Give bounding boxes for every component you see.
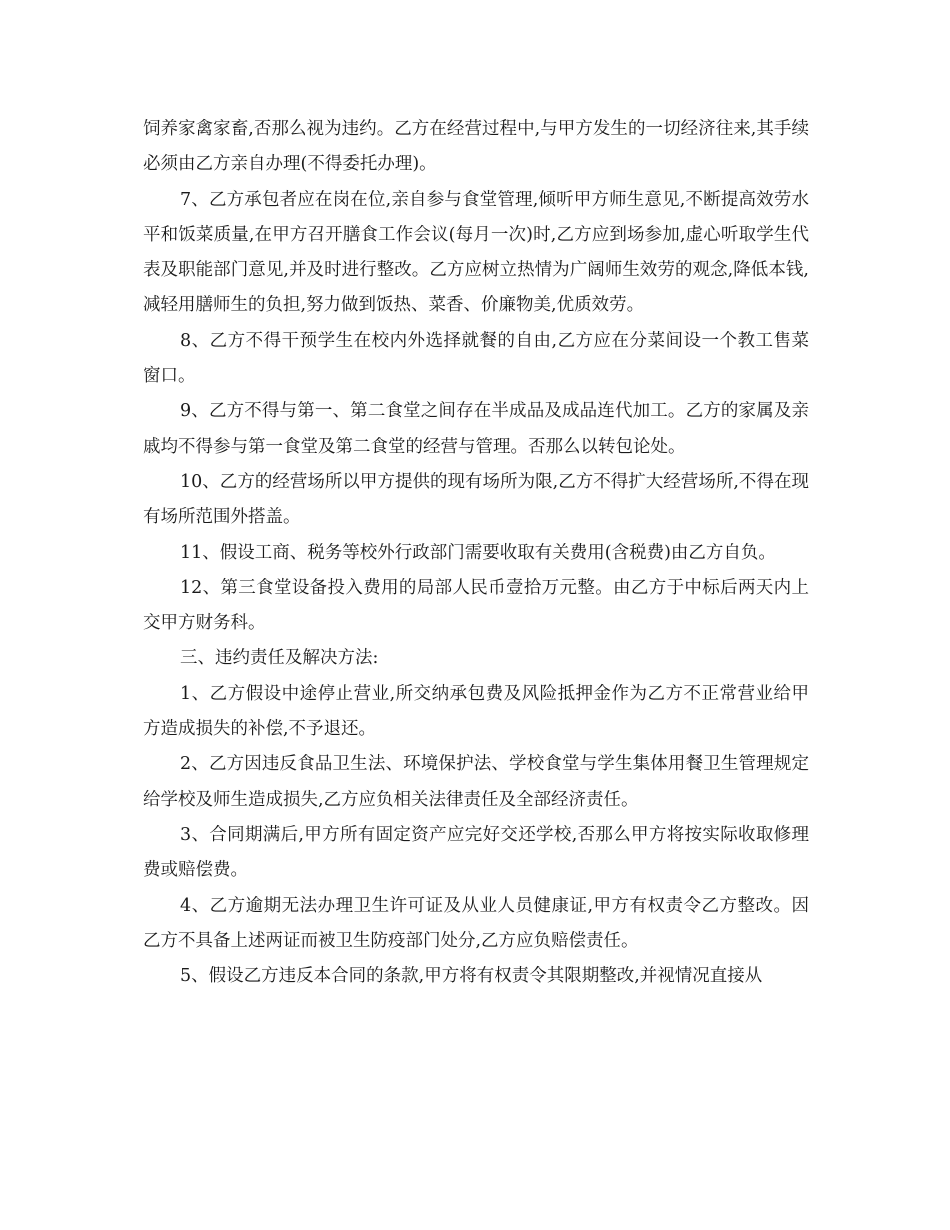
paragraph-liability-2: 2、乙方因违反食品卫生法、环境保护法、学校食堂与学生集体用餐卫生管理规定给学校及师生造成损失,乙方应负相关法律责任及全部经济责任。 <box>143 754 809 810</box>
paragraph-clause-9: 9、乙方不得与第一、第二食堂之间存在半成品及成品连代加工。乙方的家属及亲戚均不得参与第一食堂及第二食堂的经营与管理。否那么以转包论处。 <box>143 401 809 457</box>
paragraph-clause-7: 7、乙方承包者应在岗在位,亲自参与食堂管理,倾听甲方师生意见,不断提高效劳水平和饭菜质量,在甲方召开膳食工作会议(每月一次)时,乙方应到场参加,虚心听取学生代表及职能部门意见,并及时进行整改。乙方应树立热情为广阔师生效劳的观念,降低本钱,减轻用膳师生的负担,努力做到饭热、菜香、价廉物美,优质效劳。 <box>143 189 809 316</box>
paragraph-clause-10: 10、乙方的经营场所以甲方提供的现有场所为限,乙方不得扩大经营场所,不得在现有场所范围外搭盖。 <box>143 471 809 528</box>
paragraph-continuation: 饲养家禽家畜,否那么视为违约。乙方在经营过程中,与甲方发生的一切经济往来,其手续必须由乙方亲自办理(不得委托办理)。 <box>143 119 809 175</box>
paragraph-clause-11: 11、假设工商、税务等校外行政部门需要收取有关费用(含税费)由乙方自负。 <box>180 542 776 563</box>
paragraph-liability-5: 5、假设乙方违反本合同的条款,甲方将有权责令其限期整改,并视情况直接从 <box>180 966 763 987</box>
paragraph-liability-1: 1、乙方假设中途停止营业,所交纳承包费及风险抵押金作为乙方不正常营业给甲方造成损失的补偿,不予退还。 <box>143 683 809 740</box>
section-heading-breach-liability: 三、违约责任及解决方法: <box>180 648 379 669</box>
paragraph-liability-4: 4、乙方逾期无法办理卫生许可证及从业人员健康证,甲方有权责令乙方整改。因乙方不具备上述两证而被卫生防疫部门处分,乙方应负赔偿责任。 <box>143 895 809 951</box>
paragraph-clause-12: 12、第三食堂设备投入费用的局部人民币壹拾万元整。由乙方于中标后两天内上交甲方财务科。 <box>143 577 809 634</box>
paragraph-clause-8: 8、乙方不得干预学生在校内外选择就餐的自由,乙方应在分菜间设一个教工售菜窗口。 <box>143 330 809 387</box>
paragraph-liability-3: 3、合同期满后,甲方所有固定资产应完好交还学校,否那么甲方将按实际收取修理费或赔偿费。 <box>143 824 809 881</box>
document-body <box>143 112 809 994</box>
